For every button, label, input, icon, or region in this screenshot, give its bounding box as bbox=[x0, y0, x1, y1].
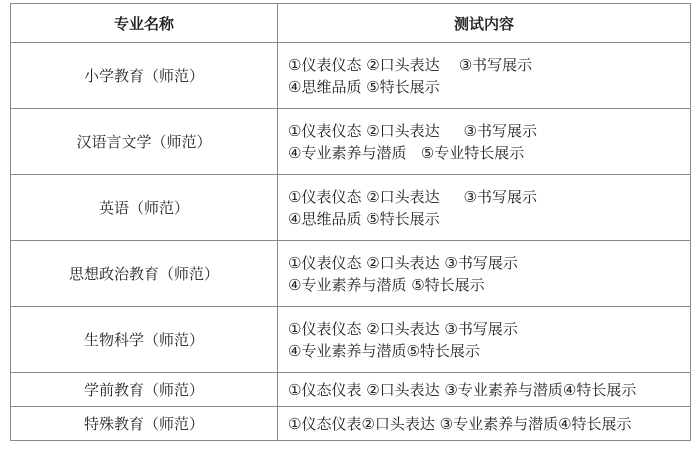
table-row bbox=[11, 175, 691, 241]
table-row bbox=[11, 407, 691, 441]
test-content-line: ①仪态仪表②口头表达 ③专业素养与潜质④特长展示 bbox=[288, 414, 632, 433]
header-major-name: 专业名称 bbox=[11, 4, 278, 43]
test-content bbox=[278, 175, 691, 241]
test-content-line: ④专业素养与潜质⑤特长展示 bbox=[288, 341, 480, 360]
test-content-line: ①仪表仪态 ②口头表达 ③书写展示 bbox=[288, 55, 533, 74]
test-content-line: ①仪表仪态 ②口头表达 ③书写展示 bbox=[288, 121, 537, 140]
test-content bbox=[278, 407, 691, 441]
table-row bbox=[11, 109, 691, 175]
admission-test-table bbox=[10, 3, 691, 441]
table-row bbox=[11, 241, 691, 307]
table-row bbox=[11, 307, 691, 373]
test-content-line: ①仪表仪态 ②口头表达 ③书写展示 bbox=[288, 253, 518, 272]
major-name: 汉语言文学（师范） bbox=[11, 109, 278, 175]
test-content-line: ①仪表仪态 ②口头表达 ③书写展示 bbox=[288, 187, 537, 206]
header-row bbox=[11, 4, 691, 43]
major-name: 学前教育（师范） bbox=[11, 373, 278, 407]
test-content-line: ①仪表仪态 ②口头表达 ③书写展示 bbox=[288, 319, 518, 338]
test-content bbox=[278, 43, 691, 109]
table-row bbox=[11, 43, 691, 109]
test-content-line: ④专业素养与潜质 ⑤专业特长展示 bbox=[288, 143, 525, 162]
test-content-line: ④思维品质 ⑤特长展示 bbox=[288, 209, 440, 228]
major-name: 生物科学（师范） bbox=[11, 307, 278, 373]
major-name: 英语（师范） bbox=[11, 175, 278, 241]
table-row bbox=[11, 373, 691, 407]
test-content bbox=[278, 307, 691, 373]
test-content-line: ④思维品质 ⑤特长展示 bbox=[288, 77, 440, 96]
major-name: 特殊教育（师范） bbox=[11, 407, 278, 441]
test-content bbox=[278, 109, 691, 175]
test-content bbox=[278, 373, 691, 407]
header-test-content: 测试内容 bbox=[278, 4, 691, 43]
test-content-line: ①仪态仪表 ②口头表达 ③专业素养与潜质④特长展示 bbox=[288, 380, 637, 399]
major-name: 思想政治教育（师范） bbox=[11, 241, 278, 307]
test-content bbox=[278, 241, 691, 307]
test-content-line: ④专业素养与潜质 ⑤特长展示 bbox=[288, 275, 485, 294]
major-name: 小学教育（师范） bbox=[11, 43, 278, 109]
